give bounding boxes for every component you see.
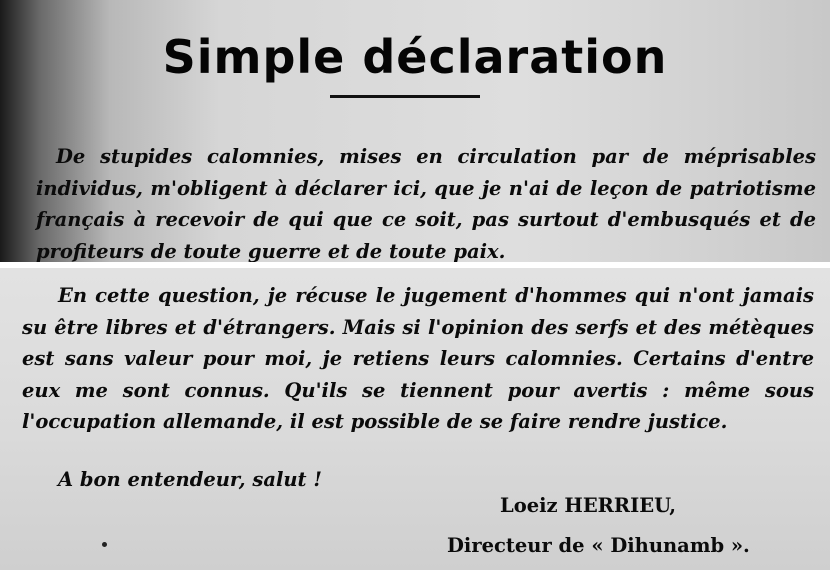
article-clipping-top bbox=[0, 0, 830, 262]
paragraph-first: De stupides calomnies, mises en circulation par de méprisables individus, m'obligent à déclarer ici, que je n'ai de leçon de patriotisme français à recevoir de qui que ce soit, pas surtout d'embusqués et de profiteurs de toute guerre et de toute paix. bbox=[36, 145, 816, 262]
signature-name: Loeiz HERRIEU, bbox=[500, 494, 677, 517]
signature-title: Directeur de « Dihunamb ». bbox=[447, 534, 750, 557]
paragraph-second: En cette question, je récuse le jugement d'hommes qui n'ont jamais su être libres et d'étrangers. Mais si l'opinion des serfs et des métèques est sans valeur pour moi, je retiens leurs calomnies. Certains d'entre eux me sont connus. Qu'ils se tiennent pour avertis : même sous l'occupation allemande, il est possible de se faire rendre justice. bbox=[22, 284, 814, 433]
ink-speck bbox=[102, 542, 107, 547]
article-clipping-bottom bbox=[0, 268, 830, 570]
closing-line: A bon entendeur, salut ! bbox=[58, 468, 322, 491]
article-title: Simple déclaration bbox=[162, 30, 668, 84]
title-underline-rule bbox=[330, 95, 480, 98]
